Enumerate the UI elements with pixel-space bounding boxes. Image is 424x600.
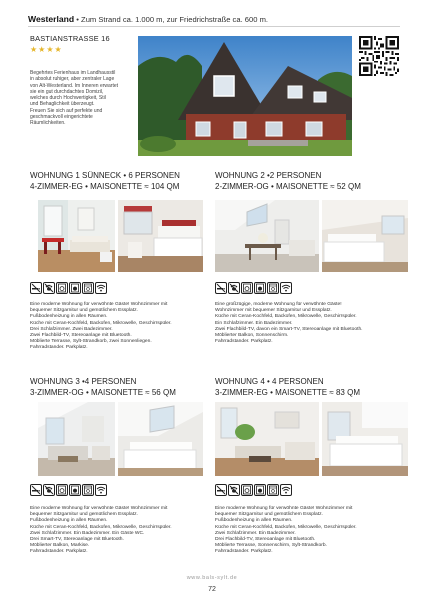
- house-intro: [30, 70, 134, 127]
- description-line: Zwei Schlafzimmer. Ein Badezimmer.: [215, 530, 296, 536]
- description-line: Zwei Schlafzimmer. Ein Badezimmer. Ein Gäste WC.: [30, 530, 145, 536]
- no-smoking-icon: [215, 282, 227, 294]
- apartment-1-bedroom-photo: [118, 200, 203, 272]
- wifi-icon: [95, 282, 107, 294]
- description-line: Eine großzügige, moderne Wohnung für verwöhnte Gäste!: [215, 302, 342, 307]
- apartment-1-amenities: [30, 282, 107, 294]
- intro-line: in absolut ruhiger, aber zentraler Lage: [30, 76, 115, 83]
- description-line: Drei Schlafzimmer. Zwei Badezimmer.: [30, 326, 113, 332]
- description-line: Eine moderne Wohnung für verwöhnte Gäste! Wohnzimmer mit: [30, 302, 168, 307]
- star-rating: ★★★★: [30, 45, 63, 54]
- intro-line: Begehrtes Ferienhaus im Landhausstil: [30, 70, 116, 76]
- dishwasher-icon: [267, 282, 279, 294]
- location-details: • Zum Strand ca. 1.000 m, zur Friedrichstraße ca. 600 m.: [74, 15, 269, 24]
- dryer-icon: [69, 484, 81, 496]
- apartment-title: WOHNUNG 1 SÜNNECK • 6 PERSONEN: [30, 171, 180, 180]
- apartment-3-living-photo: [38, 402, 115, 476]
- apartment-2-amenities: [215, 282, 292, 294]
- street-name: BASTIANSTRASSE 16: [30, 34, 110, 43]
- description-line: Fahrradstander. Parkplatz.: [215, 339, 273, 345]
- intro-line: Räumlichkeiten.: [30, 120, 66, 127]
- intro-line: sie ein gut durchdachtes Domizil,: [30, 88, 104, 95]
- description-line: Möblierter Balkon, Markise.: [30, 543, 90, 549]
- apartment-3-amenities: [30, 484, 107, 496]
- washing-machine-icon: [56, 282, 68, 294]
- no-pets-icon: [228, 484, 240, 496]
- apartment-4-living-photo: [215, 402, 319, 476]
- no-pets-icon: [43, 484, 55, 496]
- apartment-1-heading: [30, 170, 180, 192]
- description-line: Fußbodenheizung in allen Räumen.: [30, 314, 108, 320]
- description-line: Fahrradstander. Parkplatz.: [30, 345, 88, 351]
- description-line: Zwei Flachbild-TV, davon ein Smart-TV, Stereoanlage mit Bluetooth.: [215, 326, 363, 332]
- description-line: bequemer Sitzgarnitur und gemütlichem Essplatz.: [30, 308, 138, 314]
- description-line: Fußbodenheizung in allen Räumen.: [30, 518, 108, 524]
- dishwasher-icon: [267, 484, 279, 496]
- description-line: Küche mit Ceran-Kochfeld, Backofen, Mikrowelle, Geschirrspüler.: [215, 524, 357, 530]
- description-line: Fahrradstander. Parkplatz.: [215, 549, 273, 555]
- apartment-4-description: [215, 506, 400, 556]
- wifi-icon: [280, 282, 292, 294]
- intro-line: von Alt-Westerland. Im Inneren erwartet: [30, 82, 119, 89]
- apartment-2-heading: [215, 170, 361, 192]
- apartment-2-bedroom-photo: [322, 200, 408, 272]
- description-line: bequemer Sitzgarnitur und gemütlichem Essplatz.: [215, 512, 323, 518]
- description-line: Möblierte Terrasse, Sylt-Strandkorb, zwei Sonnenliegen.: [30, 339, 152, 345]
- description-line: Drei Flachbild-TV, Stereoanlage mit Bluetooth.: [215, 537, 316, 543]
- description-line: Drei Smart-TV, Stereoanlage mit Bluetooth.: [30, 537, 124, 543]
- description-line: Ein Schlafzimmer. Ein Badezimmer.: [215, 320, 293, 326]
- description-line: Möblierter Balkon, Sonnenschirm.: [215, 333, 289, 339]
- no-smoking-icon: [30, 282, 42, 294]
- apartment-2-description: [215, 302, 400, 345]
- washing-machine-icon: [241, 282, 253, 294]
- house-photo: [138, 36, 352, 156]
- apartment-4-bedroom-photo: [322, 402, 408, 476]
- description-line: Eine moderne Wohnung für verwöhnte Gäste! Wohnzimmer mit: [215, 506, 353, 511]
- description-line: Zwei Flachbild-TV, Stereoanlage mit Bluetooth.: [30, 333, 132, 339]
- apartment-title: WOHNUNG 3 •4 PERSONEN: [30, 377, 137, 386]
- description-line: Küche mit Ceran-Kochfeld, Backofen, Mikrowelle, Geschirrspüler.: [215, 314, 357, 320]
- no-pets-icon: [228, 282, 240, 294]
- apartment-subtitle: 3-ZIMMER-OG • MAISONETTE ≈ 56 QM: [30, 388, 176, 397]
- apartment-3-heading: [30, 376, 176, 398]
- dishwasher-icon: [82, 484, 94, 496]
- dryer-icon: [254, 282, 266, 294]
- page-number: 72: [208, 586, 216, 593]
- apartment-3-bedroom-photo: [118, 402, 203, 476]
- apartment-subtitle: 4-ZIMMER-EG • MAISONETTE ≈ 104 QM: [30, 182, 180, 191]
- wifi-icon: [95, 484, 107, 496]
- washing-machine-icon: [56, 484, 68, 496]
- qr-code[interactable]: [359, 36, 399, 76]
- wifi-icon: [280, 484, 292, 496]
- apartment-1-description: [30, 302, 215, 352]
- no-smoking-icon: [30, 484, 42, 496]
- dishwasher-icon: [82, 282, 94, 294]
- intro-line: und Behaglichkeit überzeugt.: [30, 101, 95, 108]
- header-divider: [28, 26, 400, 27]
- description-line: Küche mit Ceran-Kochfeld, Backofen, Mikrowelle, Geschirrspüler.: [30, 524, 172, 530]
- apartment-2-living-photo: [215, 200, 319, 272]
- description-line: Wohnzimmer mit bequemer Sitzgarnitur und Essplatz.: [215, 308, 332, 314]
- apartment-1-living-photo: [38, 200, 115, 272]
- apartment-3-description: [30, 506, 215, 556]
- apartment-4-heading: [215, 376, 360, 398]
- intro-line: Freuen Sie sich auf perfekte und: [30, 107, 103, 114]
- dryer-icon: [69, 282, 81, 294]
- description-line: Eine moderne Wohnung für verwöhnte Gäste! Wohnzimmer mit: [30, 506, 168, 511]
- no-pets-icon: [43, 282, 55, 294]
- apartment-subtitle: 2-ZIMMER-OG • MAISONETTE ≈ 52 QM: [215, 182, 361, 191]
- apartment-subtitle: 3-ZIMMER-EG • MAISONETTE ≈ 83 QM: [215, 388, 360, 397]
- description-line: Fußbodenheizung in allen Räumen.: [215, 518, 293, 524]
- apartment-4-amenities: [215, 484, 292, 496]
- description-line: Küche mit Ceran-Kochfeld, Backofen, Mikrowelle, Geschirrspüler.: [30, 320, 172, 326]
- washing-machine-icon: [241, 484, 253, 496]
- location-name: Westerland: [28, 14, 75, 24]
- page-header: [28, 14, 400, 24]
- apartment-title: WOHNUNG 2 •2 PERSONEN: [215, 171, 322, 180]
- dryer-icon: [254, 484, 266, 496]
- no-smoking-icon: [215, 484, 227, 496]
- website-link[interactable]: www.bals-sylt.de: [186, 575, 238, 581]
- description-line: bequemer Sitzgarnitur und gemütlichem Essplatz.: [30, 512, 138, 518]
- intro-line: welches durch Hochwertigkeit, Stil: [30, 95, 106, 102]
- apartment-title: WOHNUNG 4 • 4 PERSONEN: [215, 377, 324, 386]
- description-line: Möblierte Terrasse, Sonnenschirm, Sylt-Strandkorb.: [215, 543, 327, 549]
- intro-line: geschmackvoll eingerichtete: [30, 114, 93, 121]
- description-line: Fahrradstander. Parkplatz.: [30, 549, 88, 555]
